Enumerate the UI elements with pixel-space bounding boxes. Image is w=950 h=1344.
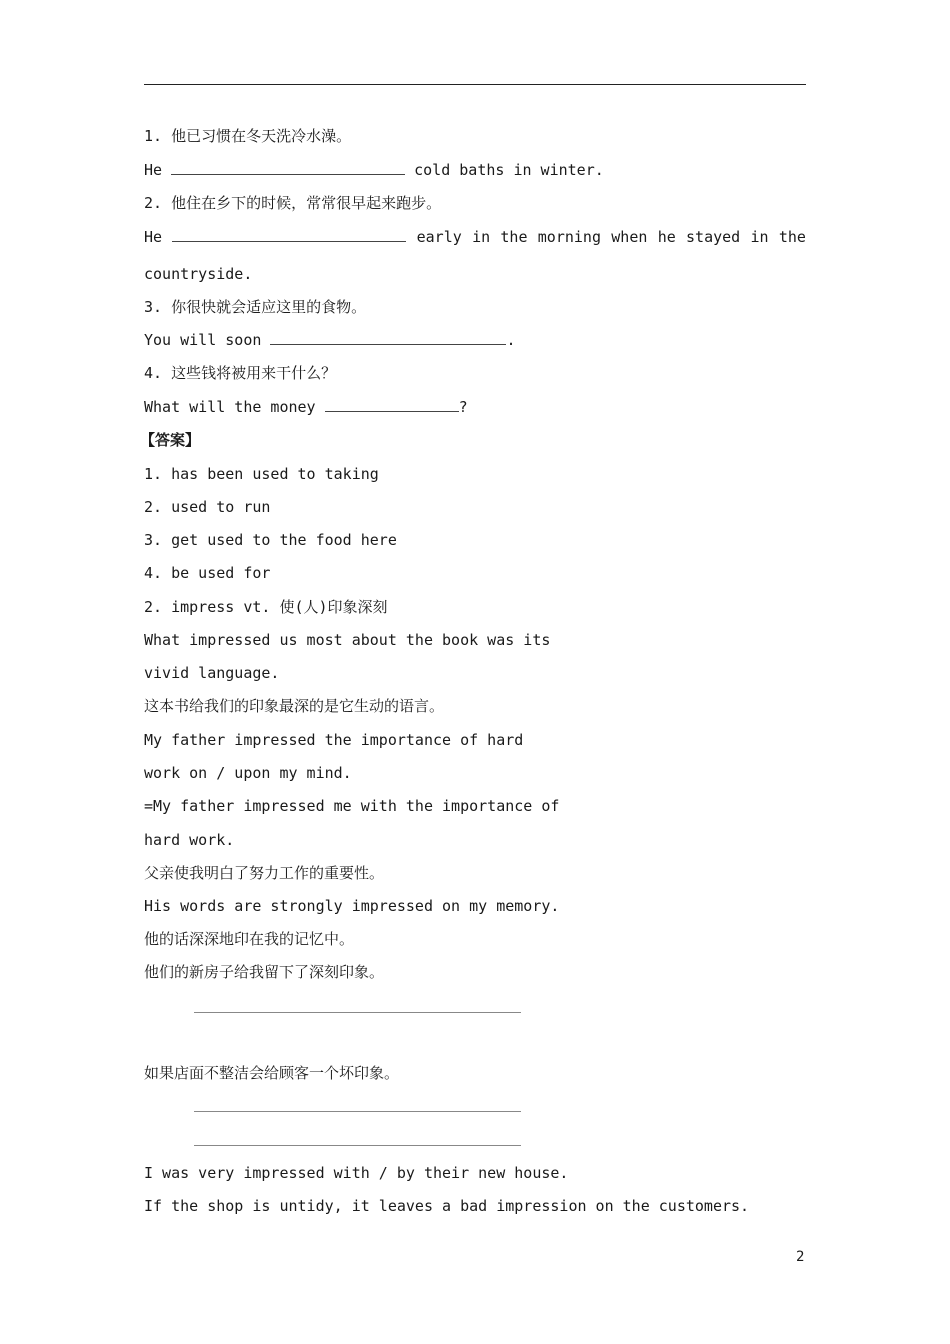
answer-blank-4[interactable] xyxy=(325,397,459,412)
answer-heading: 【答案】 xyxy=(140,431,201,449)
answer-rule[interactable] xyxy=(194,1012,521,1013)
example-line: If the shop is untidy, it leaves a bad impression on the customers. xyxy=(144,1197,750,1215)
exercise-2-sentence-cont: countryside. xyxy=(144,265,253,283)
translation-line: 他的话深深地印在我的记忆中。 xyxy=(144,930,355,948)
exercise-2-sentence: He early in the morning when he stayed in the xyxy=(144,228,806,246)
exercise-2-prompt: 2. 他住在乡下的时候，常常很早起来跑步。 xyxy=(144,194,442,212)
example-line: =My father impressed me with the importance of xyxy=(144,797,560,815)
answer-blank-2[interactable] xyxy=(172,227,406,242)
exercise-4-sentence: What will the money ? xyxy=(144,398,468,416)
example-line: work on / upon my mind. xyxy=(144,764,352,782)
example-line: His words are strongly impressed on my memory. xyxy=(144,897,560,915)
answer-item: 2. used to run xyxy=(144,498,271,516)
translation-line: 父亲使我明白了努力工作的重要性。 xyxy=(144,864,385,882)
translation-prompt: 如果店面不整洁会给顾客一个坏印象。 xyxy=(144,1064,400,1082)
answer-blank-3[interactable] xyxy=(270,330,506,345)
example-line: My father impressed the importance of hard xyxy=(144,731,524,749)
answer-blank-1[interactable] xyxy=(171,160,405,175)
example-line: What impressed us most about the book was its xyxy=(144,631,551,649)
answer-item: 4. be used for xyxy=(144,564,271,582)
example-line: hard work. xyxy=(144,831,235,849)
answer-item: 3. get used to the food here xyxy=(144,531,397,549)
translation-line: 这本书给我们的印象最深的是它生动的语言。 xyxy=(144,697,445,715)
answer-rule[interactable] xyxy=(194,1111,521,1112)
answer-rule[interactable] xyxy=(194,1145,521,1146)
exercise-3-prompt: 3. 你很快就会适应这里的食物。 xyxy=(144,298,367,316)
exercise-1-sentence: He cold baths in winter. xyxy=(144,161,604,179)
section-heading: 2. impress vt. 使(人)印象深刻 xyxy=(144,598,388,616)
example-line: vivid language. xyxy=(144,664,280,682)
answer-item: 1. has been used to taking xyxy=(144,465,379,483)
exercise-3-sentence: You will soon . xyxy=(144,331,516,349)
exercise-4-prompt: 4. 这些钱将被用来干什么？ xyxy=(144,364,337,382)
header-rule xyxy=(144,84,806,85)
translation-prompt: 他们的新房子给我留下了深刻印象。 xyxy=(144,963,385,981)
page-number: 2 xyxy=(796,1249,805,1265)
example-line: I was very impressed with / by their new house. xyxy=(144,1164,569,1182)
exercise-1-prompt: 1. 他已习惯在冬天洗冷水澡。 xyxy=(144,127,352,145)
